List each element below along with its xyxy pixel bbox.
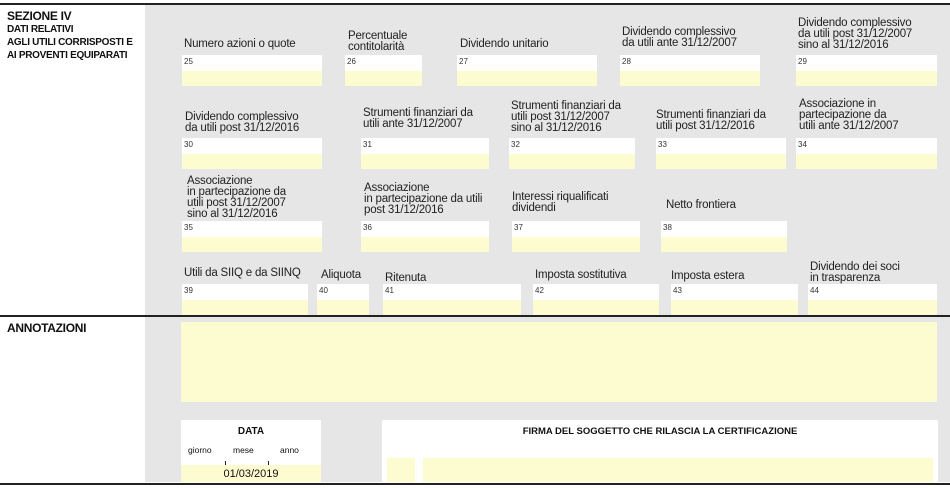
label-field-31: Strumenti finanziari da utili ante 31/12/2007 [363,107,473,130]
data-value-field[interactable]: 01/03/2019 [181,465,321,482]
data-giorno-label: giorno [188,445,212,455]
label-field-40: Aliquota [321,269,361,281]
data-mese-label: mese [233,445,254,455]
field-33[interactable] [656,138,786,169]
annotazioni-field[interactable] [181,322,937,402]
field-30[interactable] [182,138,322,169]
field-41[interactable] [383,284,521,315]
label-field-27: Dividendo unitario [460,38,549,50]
field-41-number: 41 [385,286,394,295]
field-43[interactable] [671,284,798,315]
field-26-number: 26 [347,57,356,66]
field-44[interactable] [808,284,937,315]
field-36[interactable] [361,221,489,252]
label-field-39: Utili da SIIQ e da SIINQ [184,267,301,279]
field-37[interactable] [512,221,640,252]
section-iv-title [7,9,133,62]
label-field-41: Ritenuta [385,272,427,284]
label-field-25: Numero azioni o quote [184,38,296,50]
section-iv-subtitle-3: AI PROVENTI EQUIPARATI [7,50,128,61]
label-field-37: Interessi riqualificati dividendi [512,191,609,214]
field-43-number: 43 [673,286,682,295]
label-field-34: Associazione in partecipazione da utili ante 31/12/2007 [799,98,899,132]
label-field-36: Associazione in partecipazione da utili post 31/12/2016 [364,182,483,216]
label-field-35: Associazione in partecipazione da utili post 31/12/2007 sino al 31/12/2016 [187,175,286,220]
section-iv-heading: SEZIONE IV [7,9,72,23]
label-field-33: Strumenti finanziari da utili post 31/12/2016 [656,109,766,132]
field-34-number: 34 [798,140,807,149]
field-42[interactable] [533,284,659,315]
field-44-number: 44 [810,286,819,295]
data-anno-label: anno [280,445,299,455]
label-field-32: Strumenti finanziari da utili post 31/12/2007 sino al 31/12/2016 [511,100,621,134]
bottom-rule [0,483,950,485]
label-field-42: Imposta sostitutiva [535,269,627,281]
field-30-number: 30 [184,140,193,149]
field-40-number: 40 [319,286,328,295]
section-iv-subtitle-2: AGLI UTILI CORRISPOSTI E [7,37,133,48]
field-26[interactable] [345,55,422,86]
label-field-29: Dividendo complessivo da utili post 31/12/2007 sino al 31/12/2016 [798,17,913,51]
field-31[interactable] [361,138,489,169]
label-field-38: Netto frontiera [666,199,736,211]
field-27-number: 27 [459,57,468,66]
field-33-number: 33 [658,140,667,149]
firma-field[interactable] [423,458,933,482]
field-29[interactable] [796,55,937,86]
field-28-number: 28 [622,57,631,66]
field-25-number: 25 [184,57,193,66]
data-title: DATA [237,426,265,437]
field-40[interactable] [317,284,369,315]
field-27[interactable] [457,55,597,86]
field-38[interactable] [661,221,787,252]
field-36-number: 36 [363,223,372,232]
field-39-number: 39 [184,286,193,295]
firma-field-small[interactable] [387,458,415,482]
field-38-number: 38 [663,223,672,232]
field-35-number: 35 [184,223,193,232]
field-37-number: 37 [514,223,523,232]
label-field-26: Percentuale contitolarità [348,30,408,53]
field-29-number: 29 [798,57,807,66]
annotazioni-title: ANNOTAZIONI [7,321,87,335]
firma-box [382,420,938,482]
section-iv-subtitle-1: DATI RELATIVI [7,24,74,35]
field-34[interactable] [796,138,937,169]
label-field-30: Dividendo complessivo da utili post 31/12/2016 [185,111,300,134]
label-field-44: Dividendo dei soci in trasparenza [810,261,900,284]
field-32-number: 32 [511,140,520,149]
firma-title: FIRMA DEL SOGGETTO CHE RILASCIA LA CERTIFICAZIONE [522,426,798,437]
field-35[interactable] [182,221,322,252]
field-28[interactable] [620,55,760,86]
label-field-43: Imposta estera [671,270,745,282]
label-field-28: Dividendo complessivo da utili ante 31/12/2007 [622,26,737,49]
field-25[interactable] [182,55,322,86]
field-39[interactable] [182,284,308,315]
field-32[interactable] [509,138,635,169]
field-31-number: 31 [363,140,372,149]
data-box [181,420,321,482]
field-42-number: 42 [535,286,544,295]
